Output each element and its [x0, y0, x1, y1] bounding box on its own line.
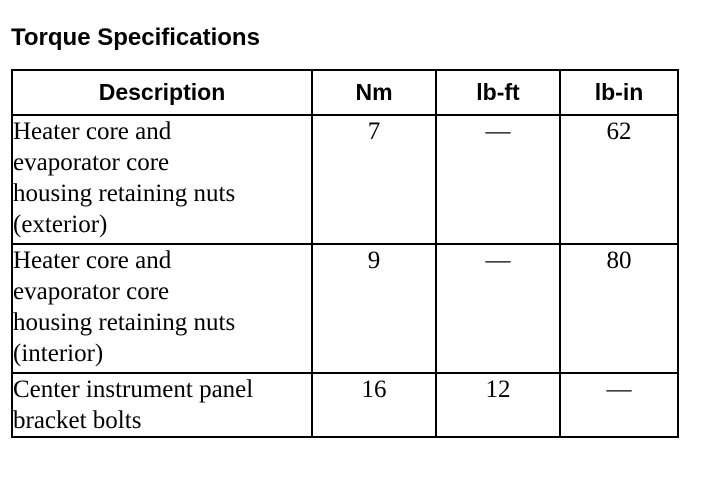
description-line: (exterior)	[13, 211, 108, 238]
lbin-cell: 80	[560, 244, 678, 373]
nm-cell: 7	[312, 115, 436, 244]
nm-cell: 16	[312, 373, 436, 437]
description-line: (interior)	[13, 340, 104, 367]
description-line: evaporator core	[13, 149, 170, 176]
description-cell	[12, 115, 312, 244]
description-line: Heater core and	[13, 118, 172, 145]
torque-spec-table	[11, 69, 679, 438]
lbft-cell: —	[436, 244, 560, 373]
description-cell	[12, 244, 312, 373]
description-line: housing retaining nuts	[13, 180, 236, 207]
lbin-cell: —	[560, 373, 678, 437]
page-title: Torque Specifications	[11, 24, 260, 51]
lbin-cell: 62	[560, 115, 678, 244]
lbft-cell: —	[436, 115, 560, 244]
description-line: Center instrument panel	[13, 376, 254, 403]
table-row	[12, 244, 678, 373]
description-cell	[12, 373, 312, 437]
column-header-lbft: lb-ft	[436, 70, 560, 115]
description-line: housing retaining nuts	[13, 309, 236, 336]
nm-cell: 9	[312, 244, 436, 373]
table-header-row	[12, 70, 678, 115]
description-line: bracket bolts	[13, 407, 142, 434]
column-header-nm: Nm	[312, 70, 436, 115]
column-header-description: Description	[12, 70, 312, 115]
table-row	[12, 115, 678, 244]
lbft-cell: 12	[436, 373, 560, 437]
description-line: evaporator core	[13, 278, 170, 305]
description-line: Heater core and	[13, 247, 172, 274]
table-row	[12, 373, 678, 437]
column-header-lbin: lb-in	[560, 70, 678, 115]
